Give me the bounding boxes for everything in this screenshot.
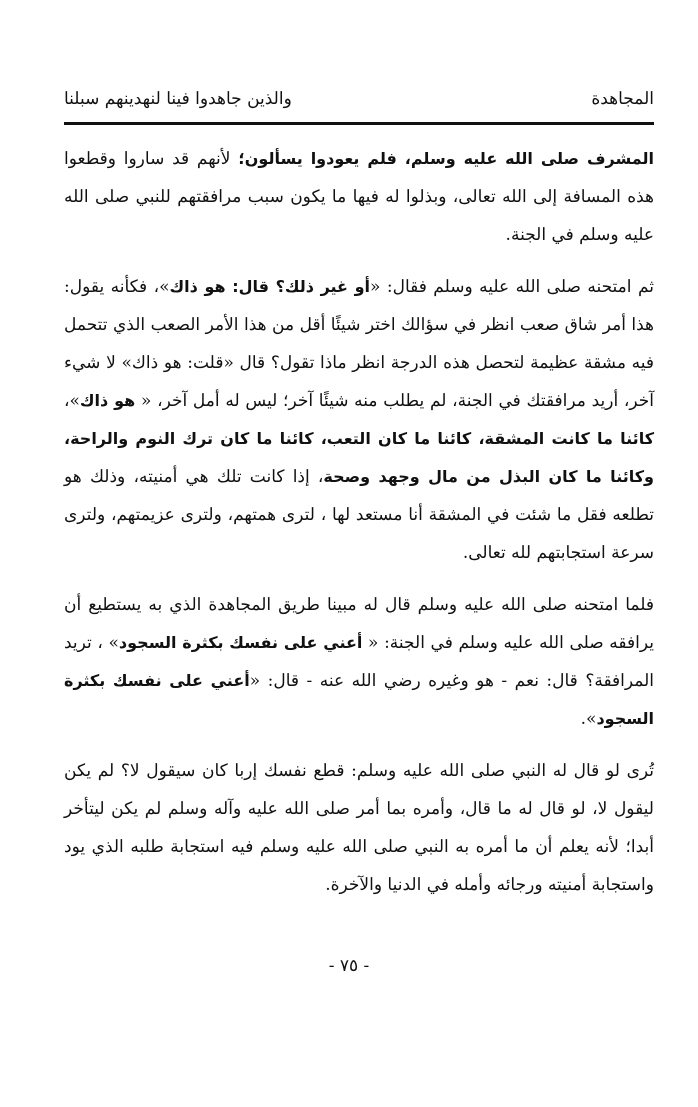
text-segment: تُرى لو قال له النبي صلى الله عليه وسلم: قطع نفسك إربا كان سيقول لا؟ لم يكن ليقول لا، لو قال له ما قال، وأمره بما أمر صلى الله عليه وآله وسلم لم يكن ليتأخر أبدا؛ لأنه يعلم أن ما أمره به النبي صلى الله عليه وسلم فيه استجابة طلبه الذي يود واستجابة أمنيته ورجائه وأمله في الدنيا والآخرة. xyxy=(64,761,654,895)
running-header xyxy=(64,84,654,114)
header-book-title: والذين جاهدوا فينا لنهدينهم سبلنا xyxy=(64,89,292,109)
bold-text: أعني على نفسك بكثرة السجود xyxy=(64,671,654,728)
bold-text: أو غير ذلك؟ قال: هو ذاك xyxy=(169,277,371,296)
bold-text: المشرف صلى الله عليه وسلم، فلم يعودوا يسألون؛ xyxy=(230,149,654,168)
text-segment: لأنهم قد ساروا وقطعوا هذه المسافة إلى الله تعالى، وبذلوا له فيها ما يكون سبب مرافقتهم للنبي صلى الله عليه وسلم في الجنة. xyxy=(64,149,654,245)
text-segment: »، xyxy=(64,391,80,411)
paragraph-1 xyxy=(64,140,654,254)
text-segment: » ، تريد المرافقة؟ قال: نعم - هو وغيره رضي الله عنه - قال: « xyxy=(64,633,655,691)
paragraph-3 xyxy=(64,586,654,738)
page-number: - ٧٥ - xyxy=(328,956,370,976)
text-segment: »، فكأنه يقول: هذا أمر شاق صعب انظر في سؤالك اختر شيئًا أقل من هذا الأمر الصعب الذي تتحمل فيه مشقة عظيمة لتحصل هذه الدرجة انظر ماذا تقول؟ قال «قلت: هو ذاك» لا شيء آخر، أريد مرافقتك في الجنة، لم يطلب منه شيئًا آخر؛ ليس له أمل آخر، « xyxy=(64,277,654,411)
header-divider xyxy=(64,122,654,125)
body-text xyxy=(64,140,654,904)
text-segment: ، إذا كانت تلك هي أمنيته، وذلك هو تطلعه فقل ما شئت في المشقة أنا مستعد لها ، لترى همتهم، ولترى عزيمتهم، ولترى سرعة استجابتهم لله تعالى. xyxy=(64,467,654,563)
paragraph-4 xyxy=(64,752,654,904)
text-segment: ». xyxy=(580,709,597,729)
paragraph-2 xyxy=(64,268,654,572)
bold-text: هو ذاك xyxy=(79,391,136,410)
header-chapter-title: المجاهدة xyxy=(591,89,654,109)
text-segment: فلما امتحنه صلى الله عليه وسلم قال له مبينا طريق المجاهدة الذي به يستطيع أن يرافقه صلى الله عليه وسلم في الجنة: « xyxy=(64,595,654,653)
bold-text: أعني على نفسك بكثرة السجود xyxy=(118,633,363,652)
text-segment: ثم امتحنه صلى الله عليه وسلم فقال: « xyxy=(370,277,654,297)
bold-text: كائنا ما كانت المشقة، كائنا ما كان التعب، كائنا ما كان ترك النوم والراحة، وكائنا ما كان البذل من مال وجهد وصحة xyxy=(64,429,654,486)
